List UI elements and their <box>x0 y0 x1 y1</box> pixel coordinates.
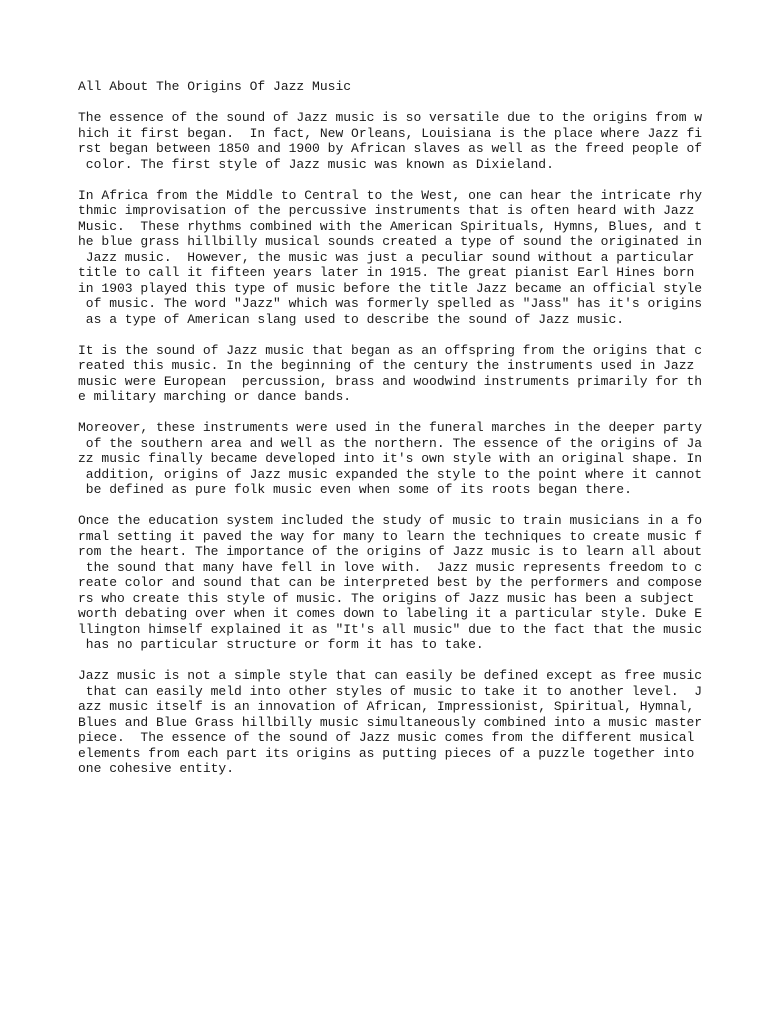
text-line: e military marching or dance bands. <box>78 389 352 404</box>
text-line: rmal setting it paved the way for many to learn the techniques to create music f <box>78 528 703 544</box>
text-line: of music. The word "Jazz" which was formerly spelled as "Jass" has it's origins <box>78 296 703 311</box>
text-line: Blues and Blue Grass hillbilly music simultaneously combined into a music master <box>78 714 703 730</box>
text-line: piece. The essence of the sound of Jazz music comes from the different musical <box>78 730 703 745</box>
paragraph <box>78 110 718 172</box>
text-line: Music. These rhythms combined with the American Spirituals, Hymns, Blues, and t <box>78 218 703 234</box>
text-line: hich it first began. In fact, New Orleans, Louisiana is the place where Jazz fi <box>78 125 703 141</box>
text-line: of the southern area and well as the northern. The essence of the origins of Ja <box>78 435 703 451</box>
document-body <box>78 110 718 777</box>
text-line: rom the heart. The importance of the origins of Jazz music is to learn all about <box>78 544 703 559</box>
text-line: It is the sound of Jazz music that began as an offspring from the origins that c <box>78 342 703 358</box>
text-line: the sound that many have fell in love with. Jazz music represents freedom to c <box>78 559 703 575</box>
text-line: Jazz music is not a simple style that can easily be defined except as free music <box>78 668 703 683</box>
text-line: llington himself explained it as "It's all music" due to the fact that the music <box>78 621 703 637</box>
text-line: he blue grass hillbilly musical sounds created a type of sound the originated in <box>78 234 703 249</box>
document-page <box>78 79 718 792</box>
text-line: worth debating over when it comes down to labeling it a particular style. Duke E <box>78 606 703 621</box>
text-line: In Africa from the Middle to Central to the West, one can hear the intricate rhy <box>78 187 703 203</box>
text-line: that can easily meld into other styles of music to take it to another level. J <box>78 683 703 699</box>
text-line: reate color and sound that can be interpreted best by the performers and compose <box>78 575 703 590</box>
text-line: Moreover, these instruments were used in the funeral marches in the deeper party <box>78 420 703 435</box>
text-line: title to call it fifteen years later in 1915. The great pianist Earl Hines born <box>78 265 703 280</box>
text-line: Jazz music. However, the music was just a peculiar sound without a particular <box>78 249 703 265</box>
text-line: color. The first style of Jazz music was known as Dixieland. <box>78 156 554 172</box>
text-line: music were European percussion, brass and woodwind instruments primarily for th <box>78 373 703 389</box>
text-line: be defined as pure folk music even when some of its roots began there. <box>78 482 632 497</box>
paragraph <box>78 513 718 653</box>
text-line: rs who create this style of music. The origins of Jazz music has been a subject <box>78 590 703 606</box>
paragraph <box>78 668 718 777</box>
text-line: addition, origins of Jazz music expanded the style to the point where it cannot <box>78 466 703 482</box>
text-line: zz music finally became developed into it's own style with an original shape. In <box>78 451 703 466</box>
text-line: in 1903 played this type of music before the title Jazz became an official style <box>78 280 703 296</box>
text-line: one cohesive entity. <box>78 761 235 776</box>
text-line: azz music itself is an innovation of African, Impressionist, Spiritual, Hymnal, <box>78 699 703 714</box>
text-line: has no particular structure or form it has to take. <box>78 637 484 652</box>
text-line: The essence of the sound of Jazz music is so versatile due to the origins from w <box>78 110 703 125</box>
paragraph <box>78 188 718 328</box>
text-line: Once the education system included the study of music to train musicians in a fo <box>78 513 703 528</box>
document-title: All About The Origins Of Jazz Music <box>78 79 352 94</box>
text-line: reated this music. In the beginning of the century the instruments used in Jazz <box>78 358 703 373</box>
text-line: rst began between 1850 and 1900 by African slaves as well as the freed people of <box>78 141 703 156</box>
text-line: elements from each part its origins as putting pieces of a puzzle together into <box>78 745 703 761</box>
paragraph <box>78 420 718 498</box>
paragraph <box>78 343 718 405</box>
text-line: thmic improvisation of the percussive instruments that is often heard with Jazz <box>78 203 703 218</box>
text-line: as a type of American slang used to describe the sound of Jazz music. <box>78 311 625 327</box>
